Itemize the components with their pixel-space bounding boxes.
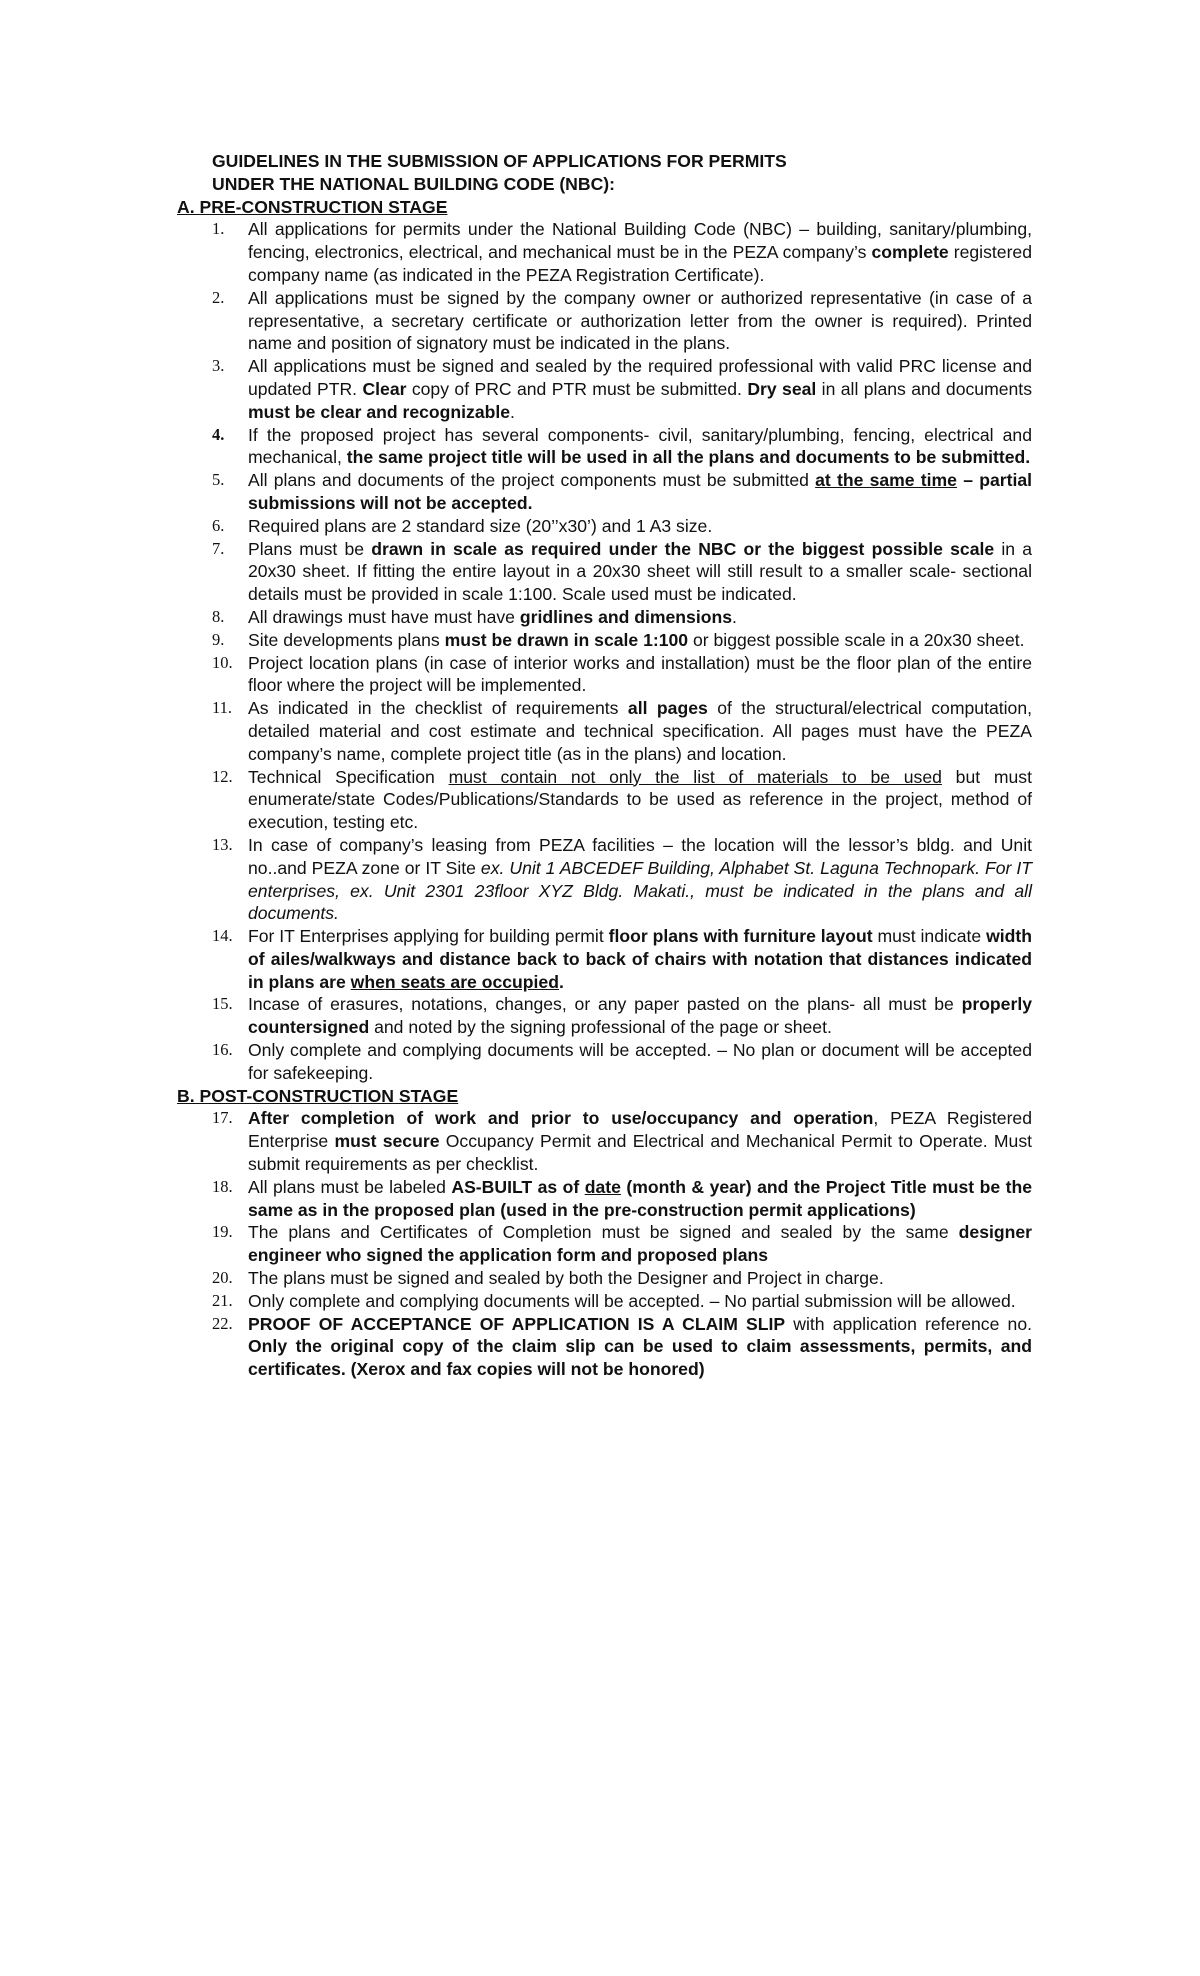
item-text-segment: Technical Specification bbox=[248, 766, 449, 787]
item-number: 12. bbox=[212, 766, 233, 786]
guidelines-document bbox=[177, 150, 1032, 1381]
item-text-segment: After completion of work and prior to use/occupancy and operation bbox=[248, 1108, 874, 1129]
item-text-segment: For IT Enterprises applying for building permit bbox=[248, 926, 609, 947]
item-text-segment: . bbox=[558, 971, 564, 992]
item-number: 14. bbox=[212, 926, 233, 946]
item-text-segment: registered company name (as indicated in the PEZA Registration Certificate). bbox=[248, 242, 1032, 285]
item-number: 11. bbox=[212, 698, 233, 718]
section-post-construction bbox=[177, 1085, 1032, 1381]
item-text-segment: All applications must be signed by the company owner or authorized representative (in case of a representative, a secretary certificate or authorization letter from the owner is required). Printed name and position of signatory must be indicated in the plans. bbox=[248, 287, 1032, 354]
list-item bbox=[177, 1267, 1032, 1290]
item-text-segment: Only the original copy of the claim slip can be used to claim assessments, permits, and certificates. (Xerox and fax copies will not be honored) bbox=[248, 1336, 1032, 1380]
item-text-segment: date bbox=[584, 1176, 621, 1197]
item-text-segment: and noted by the signing professional of the page or sheet. bbox=[369, 1017, 832, 1038]
item-text-segment: must contain not only the list of materials to be used bbox=[448, 766, 942, 787]
item-number: 17. bbox=[212, 1108, 233, 1128]
item-text-segment: Clear bbox=[362, 378, 407, 399]
item-text-segment: AS-BUILT as of bbox=[451, 1176, 585, 1197]
item-text-segment: the same project title will be used in all the plans and documents to be submitted. bbox=[346, 447, 1031, 468]
item-text-segment: In case of company’s leasing from PEZA facilities – the location will the lessor’s bldg. and Unit no..and PEZA zone or IT Site bbox=[248, 834, 1032, 878]
item-text-segment: (month & year) and the Project Title must be the same as in the proposed plan (used in the pre-construction permit applications) bbox=[248, 1176, 1032, 1220]
item-text-segment: must secure bbox=[334, 1131, 440, 1152]
item-text-segment: , PEZA Registered Enterprise bbox=[248, 1108, 1033, 1152]
list-item bbox=[177, 766, 1032, 834]
item-number: 13. bbox=[212, 834, 233, 854]
item-text-segment: when seats are occupied bbox=[350, 971, 559, 992]
item-text-segment: Only complete and complying documents will be accepted. – No partial submission will be allowed. bbox=[248, 1290, 1016, 1311]
item-number: 15. bbox=[212, 994, 233, 1014]
item-text-segment: Occupancy Permit and Electrical and Mechanical Permit to Operate. Must submit requirements as per checklist. bbox=[248, 1131, 1033, 1175]
item-number: 19. bbox=[212, 1222, 233, 1242]
item-text-segment: All applications for permits under the National Building Code (NBC) – building, sanitary/plumbing, fencing, electronics, electrical, and mechanical must be in the PEZA company’s bbox=[248, 219, 1032, 263]
item-text-segment: ex. Unit 1 ABCEDEF Building, Alphabet St. Laguna Technopark. For IT enterprises, ex. Unit 2301 23floor XYZ Bldg. Makati., must be indicated in the plans and all documents. bbox=[248, 857, 1032, 924]
item-text-segment: All plans must be labeled bbox=[248, 1176, 452, 1197]
list-item bbox=[177, 652, 1032, 698]
item-text-segment: Dry seal bbox=[747, 378, 817, 399]
title-line-2: UNDER THE NATIONAL BUILDING CODE (NBC): bbox=[212, 173, 616, 194]
item-text-segment: Required plans are 2 standard size (20’’x30’) and 1 A3 size. bbox=[248, 515, 713, 536]
item-number: 10. bbox=[212, 652, 233, 672]
item-text-segment: PROOF OF ACCEPTANCE OF APPLICATION IS A CLAIM SLIP bbox=[248, 1313, 786, 1334]
item-text-segment: must be clear and recognizable bbox=[248, 401, 511, 422]
item-text-segment: All drawings must have must have bbox=[248, 606, 520, 627]
item-text-segment: all pages bbox=[627, 698, 708, 719]
sections-container bbox=[177, 196, 1032, 1381]
document-title bbox=[212, 150, 1032, 196]
list-item bbox=[177, 515, 1032, 538]
item-number: 22. bbox=[212, 1313, 233, 1333]
list-item bbox=[177, 424, 1032, 470]
item-text-segment: or biggest possible scale in a 20x30 sheet. bbox=[688, 629, 1025, 650]
list-item bbox=[177, 629, 1032, 652]
item-text-segment: gridlines and dimensions bbox=[519, 606, 732, 627]
item-number: 18. bbox=[212, 1176, 233, 1196]
item-text-segment: complete bbox=[871, 242, 949, 263]
item-text-segment: properly countersigned bbox=[248, 994, 1032, 1038]
list-item bbox=[177, 606, 1032, 629]
list-item bbox=[177, 925, 1032, 993]
list-item bbox=[177, 1107, 1032, 1175]
item-text-segment: All applications must be signed and sealed by the required professional with valid PRC license and updated PTR. bbox=[248, 356, 1032, 399]
list-item bbox=[177, 697, 1032, 765]
list-item bbox=[177, 469, 1032, 515]
item-number: 7. bbox=[212, 538, 225, 558]
item-text-segment: must indicate bbox=[872, 926, 987, 947]
item-number: 5. bbox=[212, 470, 225, 490]
item-text-segment: . bbox=[510, 401, 515, 422]
item-text-segment: must be drawn in scale 1:100 bbox=[444, 629, 689, 650]
section-pre-construction bbox=[177, 196, 1032, 1085]
item-text-segment: Incase of erasures, notations, changes, or any paper pasted on the plans- all must be bbox=[248, 994, 962, 1015]
section-heading: A. PRE-CONSTRUCTION STAGE bbox=[177, 196, 448, 217]
item-text-segment: The plans and Certificates of Completion must be signed and sealed by the same bbox=[248, 1222, 959, 1243]
item-number: 21. bbox=[212, 1290, 233, 1310]
item-text-segment: Plans must be bbox=[248, 538, 372, 559]
item-text-segment: copy of PRC and PTR must be submitted. bbox=[406, 378, 748, 399]
item-text-segment: Only complete and complying documents will be accepted. – No plan or document will be accepted for safekeeping. bbox=[248, 1040, 1032, 1083]
list-item bbox=[177, 218, 1032, 286]
item-number: 3. bbox=[212, 356, 225, 376]
item-text-segment: – partial submissions will not be accepted. bbox=[248, 470, 1032, 513]
list-item bbox=[177, 1176, 1032, 1222]
item-number: 9. bbox=[212, 629, 225, 649]
item-number: 1. bbox=[212, 219, 225, 239]
list-item bbox=[177, 1039, 1032, 1085]
item-text-segment: . bbox=[732, 606, 737, 627]
item-text-segment: in all plans and documents bbox=[816, 378, 1032, 399]
item-text-segment: All plans and documents of the project components must be submitted bbox=[248, 470, 816, 491]
list-item bbox=[177, 538, 1032, 606]
list-item bbox=[177, 1313, 1032, 1381]
item-text-segment: width of ailes/walkways and distance back to back of chairs with notation that distances indicated in plans are bbox=[248, 926, 1033, 992]
item-text-segment: floor plans with furniture layout bbox=[608, 926, 873, 947]
item-text-segment: If the proposed project has several components- civil, sanitary/plumbing, fencing, electrical and mechanical, bbox=[248, 424, 1032, 468]
item-text-segment: Project location plans (in case of interior works and installation) must be the floor plan of the entire floor where the project will be implemented. bbox=[248, 652, 1032, 696]
section-heading: B. POST-CONSTRUCTION STAGE bbox=[177, 1085, 459, 1106]
list-item bbox=[177, 834, 1032, 925]
item-text-segment: in a 20x30 sheet. If fitting the entire layout in a 20x30 sheet will still result to a smaller scale- sectional details must be provided in scale 1:100. Scale used must be indicated. bbox=[248, 538, 1032, 605]
item-text-segment: of the structural/electrical computation, detailed material and cost estimate and technical specification. All pages must have the PEZA company’s name, complete project title (as in the plans) and location. bbox=[248, 698, 1032, 764]
item-text-segment: Site developments plans bbox=[248, 629, 445, 650]
item-number: 2. bbox=[212, 287, 225, 307]
list-item bbox=[177, 287, 1032, 355]
item-text-segment: but must enumerate/state Codes/Publications/Standards to be used as reference in the project, method of execution, testing etc. bbox=[248, 766, 1032, 833]
item-text-segment: with application reference no. bbox=[785, 1313, 1032, 1334]
item-number: 16. bbox=[212, 1040, 233, 1060]
item-text-segment: The plans must be signed and sealed by both the Designer and Project in charge. bbox=[248, 1268, 884, 1289]
item-text-segment: at the same time bbox=[815, 470, 957, 491]
list-item bbox=[177, 355, 1032, 423]
item-text-segment: As indicated in the checklist of requirements bbox=[248, 698, 628, 719]
item-number: 20. bbox=[212, 1268, 233, 1288]
item-text-segment: drawn in scale as required under the NBC or the biggest possible scale bbox=[371, 538, 995, 559]
item-number: 4. bbox=[212, 424, 225, 444]
title-line-1: GUIDELINES IN THE SUBMISSION OF APPLICATIONS FOR PERMITS bbox=[212, 151, 787, 171]
list-item bbox=[177, 993, 1032, 1039]
item-number: 6. bbox=[212, 515, 225, 535]
item-text-segment: designer engineer who signed the application form and proposed plans bbox=[248, 1222, 1032, 1266]
list-item bbox=[177, 1221, 1032, 1267]
item-number: 8. bbox=[212, 606, 225, 626]
list-item bbox=[177, 1290, 1032, 1313]
